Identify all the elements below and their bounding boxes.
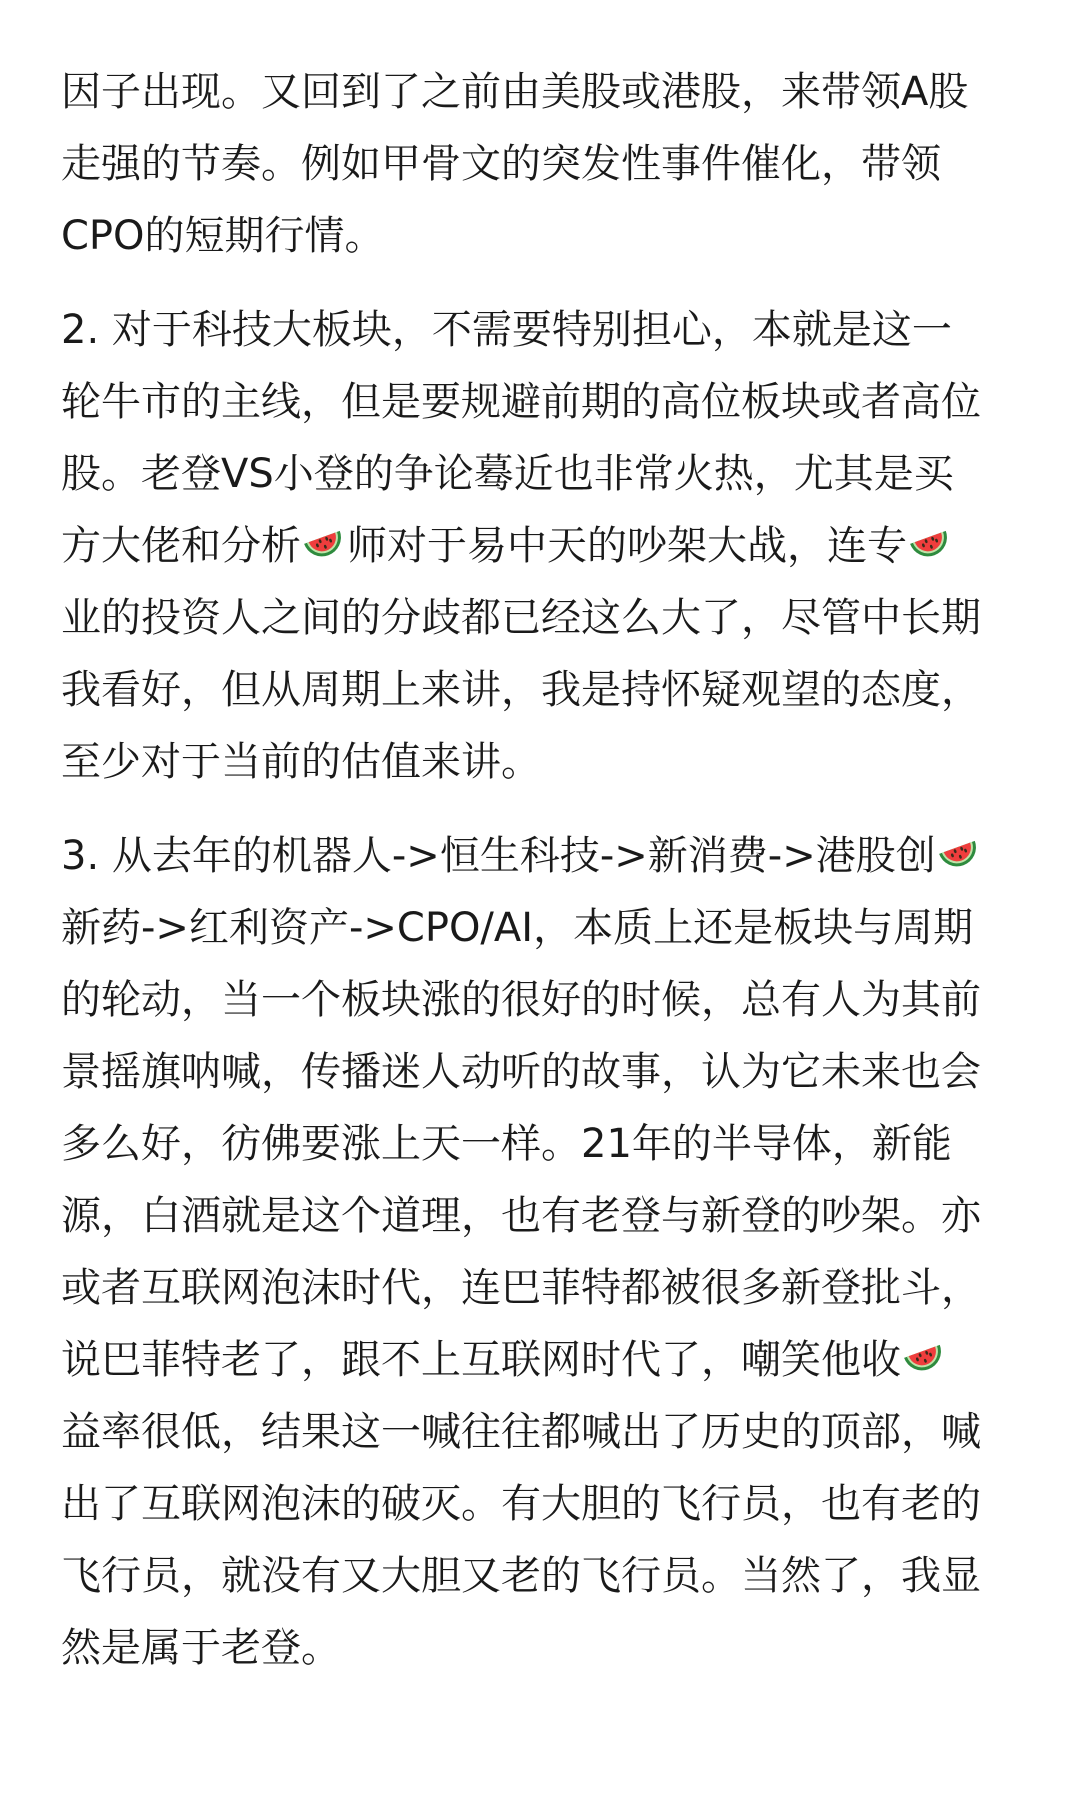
text-segment: 益率很低，结果这一喊往往都喊出了历史的顶部，喊 (61, 1409, 981, 1455)
text-segment: 源，白酒就是这个道理，也有老登与新登的吵架。亦 (61, 1193, 981, 1239)
text-segment: 走强的节奏。例如甲骨文的突发性事件催化，带领 (61, 141, 941, 187)
watermelon-icon (908, 523, 952, 563)
text-line (61, 1540, 1028, 1612)
paragraph (61, 294, 1028, 798)
text-segment: 方大佬和分析 (61, 523, 301, 569)
text-segment: 的轮动，当一个板块涨的很好的时候，总有人为其前 (61, 977, 981, 1023)
text-segment: 说巴菲特老了，跟不上互联网时代了，嘲笑他收 (61, 1337, 901, 1383)
text-line (61, 1612, 1028, 1684)
paragraph (61, 56, 1028, 272)
article-body (61, 56, 1028, 1684)
text-line (61, 654, 1028, 726)
text-segment: 轮牛市的主线，但是要规避前期的高位板块或者高位 (61, 379, 981, 425)
text-segment: CPO的短期行情。 (61, 213, 385, 259)
text-line (61, 892, 1028, 964)
text-line (61, 964, 1028, 1036)
text-segment: 飞行员，就没有又大胆又老的飞行员。当然了，我显 (61, 1553, 981, 1599)
text-line (61, 366, 1028, 438)
text-segment: 新药->红利资产->CPO/AI，本质上还是板块与周期 (61, 905, 974, 951)
text-line (61, 438, 1028, 510)
text-segment: 多么好，彷佛要涨上天一样。21年的半导体，新能 (61, 1121, 952, 1167)
text-segment: 或者互联网泡沫时代，连巴菲特都被很多新登批斗， (61, 1265, 981, 1311)
text-segment: 业的投资人之间的分歧都已经这么大了，尽管中长期 (61, 595, 981, 641)
text-segment: 景摇旗呐喊，传播迷人动听的故事，认为它未来也会 (61, 1049, 981, 1095)
text-line (61, 726, 1028, 798)
text-segment: 因子出现。又回到了之前由美股或港股，来带领A股 (61, 69, 969, 115)
paragraph (61, 820, 1028, 1684)
text-line (61, 128, 1028, 200)
text-line (61, 1324, 1028, 1396)
text-segment: 我看好，但从周期上来讲，我是持怀疑观望的态度， (61, 667, 981, 713)
text-segment: 至少对于当前的估值来讲。 (61, 739, 541, 785)
text-segment: 然是属于老登。 (61, 1625, 341, 1671)
text-line (61, 1108, 1028, 1180)
text-segment: 股。老登VS小登的争论蓦近也非常火热，尤其是买 (61, 451, 954, 497)
text-segment: 3. 从去年的机器人->恒生科技->新消费->港股创 (61, 833, 936, 879)
text-line (61, 1396, 1028, 1468)
text-line (61, 1036, 1028, 1108)
text-line (61, 200, 1028, 272)
text-segment: 出了互联网泡沫的破灭。有大胆的飞行员，也有老的 (61, 1481, 981, 1527)
text-line (61, 582, 1028, 654)
text-line (61, 510, 1028, 582)
text-line (61, 1180, 1028, 1252)
watermelon-icon (302, 523, 346, 563)
watermelon-icon (937, 833, 981, 873)
watermelon-icon (902, 1337, 946, 1377)
text-line (61, 1468, 1028, 1540)
text-segment: 师对于易中天的吵架大战，连专 (347, 523, 907, 569)
text-line (61, 56, 1028, 128)
text-line (61, 294, 1028, 366)
text-segment: 2. 对于科技大板块，不需要特别担心，本就是这一 (61, 307, 952, 353)
text-line (61, 1252, 1028, 1324)
text-line (61, 820, 1028, 892)
